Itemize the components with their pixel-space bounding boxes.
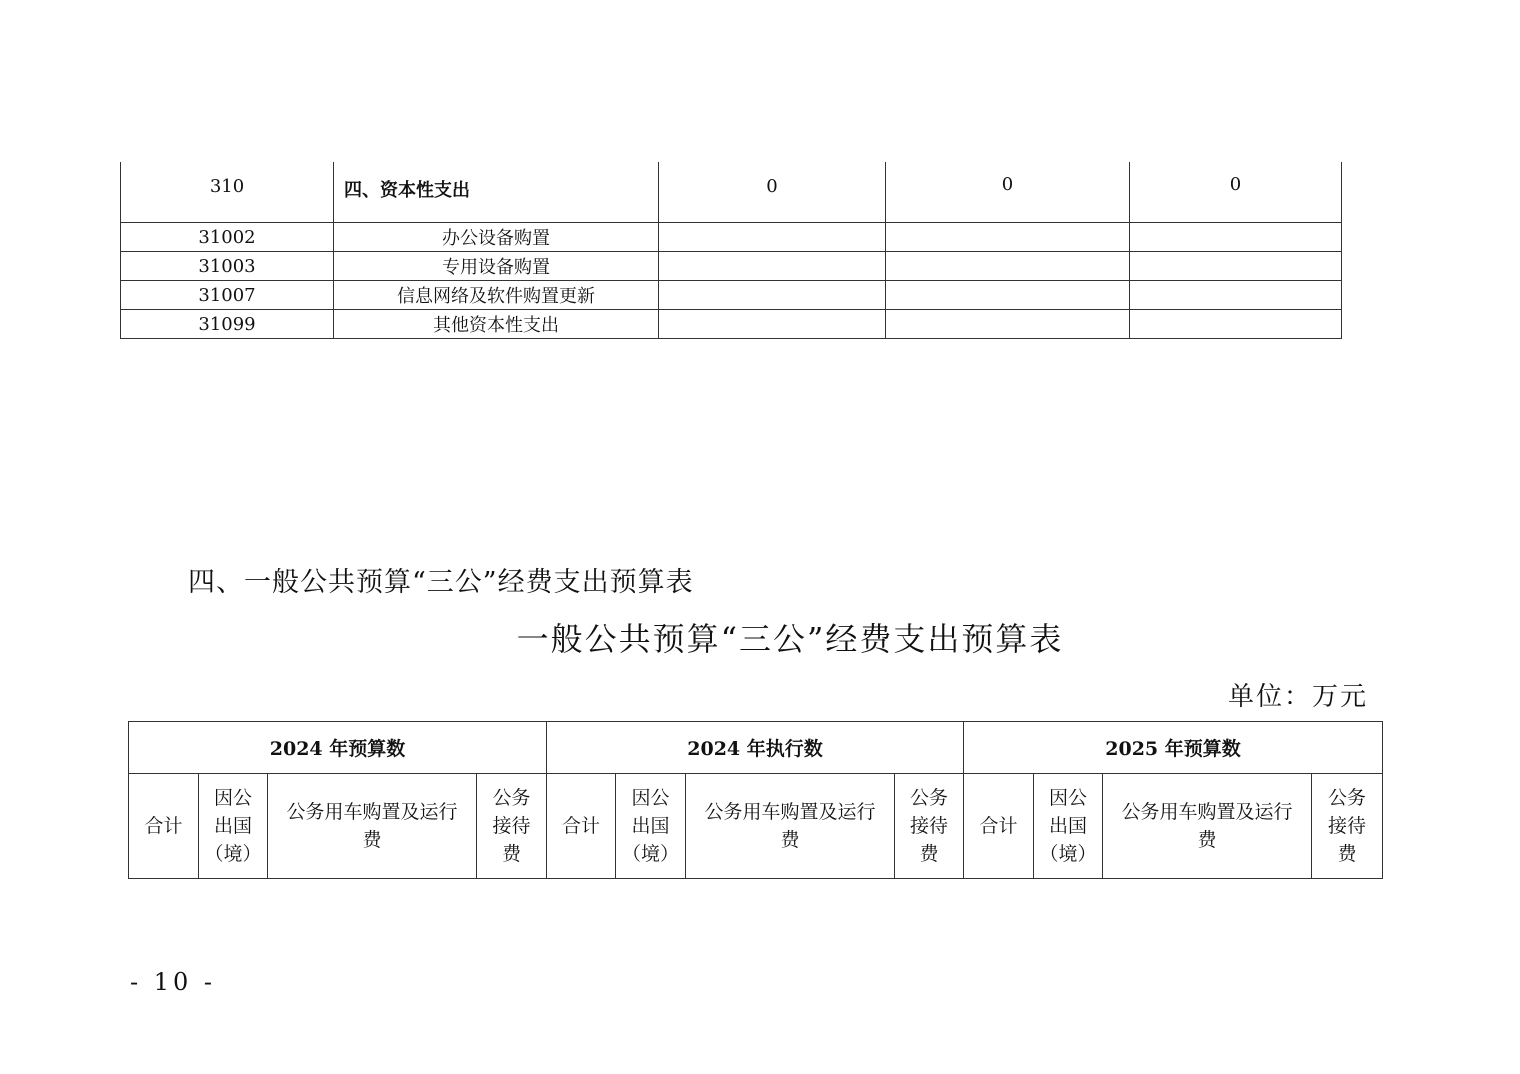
value-cell: 0 <box>1130 162 1342 223</box>
econ-name-cell: 四、资本性支出 <box>334 162 659 223</box>
reception-header-line: 费 <box>501 843 521 865</box>
value-cell <box>1130 252 1342 281</box>
abroad-header-line: （境） <box>621 843 679 865</box>
abroad-header-line: 因公 <box>631 787 670 809</box>
table-row <box>121 223 1342 252</box>
value-cell <box>886 281 1130 310</box>
vehicle-header <box>268 774 477 879</box>
reception-header-line: 费 <box>1337 843 1357 865</box>
econ-name-cell: 其他资本性支出 <box>334 310 659 339</box>
abroad-header-line: 因公 <box>1048 787 1087 809</box>
table-row <box>121 281 1342 310</box>
group-header-2024-actual: 2024 年执行数 <box>547 722 964 774</box>
abroad-header-line: 因公 <box>213 787 252 809</box>
value-cell <box>659 223 886 252</box>
vehicle-header-line: 费 <box>1197 829 1217 851</box>
econ-name-cell: 专用设备购置 <box>334 252 659 281</box>
vehicle-header <box>1103 774 1312 879</box>
total-header: 合计 <box>964 774 1034 879</box>
reception-header-line: 公务 <box>1327 787 1366 809</box>
reception-header-line: 公务 <box>909 787 948 809</box>
value-cell <box>659 281 886 310</box>
econ-name-cell: 信息网络及软件购置更新 <box>334 281 659 310</box>
table-row <box>121 310 1342 339</box>
econ-code-cell: 31007 <box>121 281 334 310</box>
reception-header <box>477 774 547 879</box>
reception-header-line: 接待 <box>909 815 948 837</box>
total-header: 合计 <box>129 774 199 879</box>
vehicle-header-line: 公务用车购置及运行 <box>704 801 876 823</box>
capital-expenditure-table <box>120 162 1342 339</box>
reception-header-line: 费 <box>919 843 939 865</box>
abroad-header-line: 出国 <box>213 815 252 837</box>
econ-code-cell: 31003 <box>121 252 334 281</box>
abroad-header <box>199 774 268 879</box>
vehicle-header-line: 公务用车购置及运行 <box>286 801 458 823</box>
value-cell <box>659 310 886 339</box>
econ-code-cell: 31002 <box>121 223 334 252</box>
reception-header <box>1312 774 1383 879</box>
vehicle-header-line: 费 <box>780 829 800 851</box>
vehicle-header-line: 公务用车购置及运行 <box>1121 801 1293 823</box>
group-header-2024-budget: 2024 年预算数 <box>129 722 547 774</box>
value-cell: 0 <box>886 162 1130 223</box>
total-header: 合计 <box>547 774 616 879</box>
section-heading: 四、一般公共预算“三公”经费支出预算表 <box>188 567 694 598</box>
value-cell <box>659 252 886 281</box>
value-cell <box>886 223 1130 252</box>
value-cell <box>1130 281 1342 310</box>
vehicle-header <box>686 774 895 879</box>
reception-header-line: 公务 <box>492 787 531 809</box>
abroad-header <box>1034 774 1103 879</box>
econ-name-cell: 办公设备购置 <box>334 223 659 252</box>
value-cell <box>1130 223 1342 252</box>
econ-code-cell: 31099 <box>121 310 334 339</box>
table-row <box>121 252 1342 281</box>
econ-code-cell: 310 <box>121 162 334 223</box>
vehicle-header-line: 费 <box>362 829 382 851</box>
page-number: - 10 - <box>130 968 217 996</box>
table-title: 一般公共预算“三公”经费支出预算表 <box>516 620 1064 658</box>
reception-header-line: 接待 <box>492 815 531 837</box>
abroad-header <box>616 774 686 879</box>
group-header-row <box>129 722 1383 774</box>
abroad-header-line: （境） <box>204 843 262 865</box>
table-row <box>121 162 1342 223</box>
sub-header-row <box>129 774 1383 879</box>
group-header-2025-budget: 2025 年预算数 <box>964 722 1383 774</box>
reception-header-line: 接待 <box>1327 815 1366 837</box>
abroad-header-line: （境） <box>1039 843 1097 865</box>
three-public-expense-table <box>128 721 1383 879</box>
reception-header <box>895 774 964 879</box>
value-cell <box>886 252 1130 281</box>
value-cell: 0 <box>659 162 886 223</box>
abroad-header-line: 出国 <box>631 815 670 837</box>
value-cell <box>886 310 1130 339</box>
abroad-header-line: 出国 <box>1048 815 1087 837</box>
value-cell <box>1130 310 1342 339</box>
unit-label: 单位：万元 <box>1228 682 1369 712</box>
